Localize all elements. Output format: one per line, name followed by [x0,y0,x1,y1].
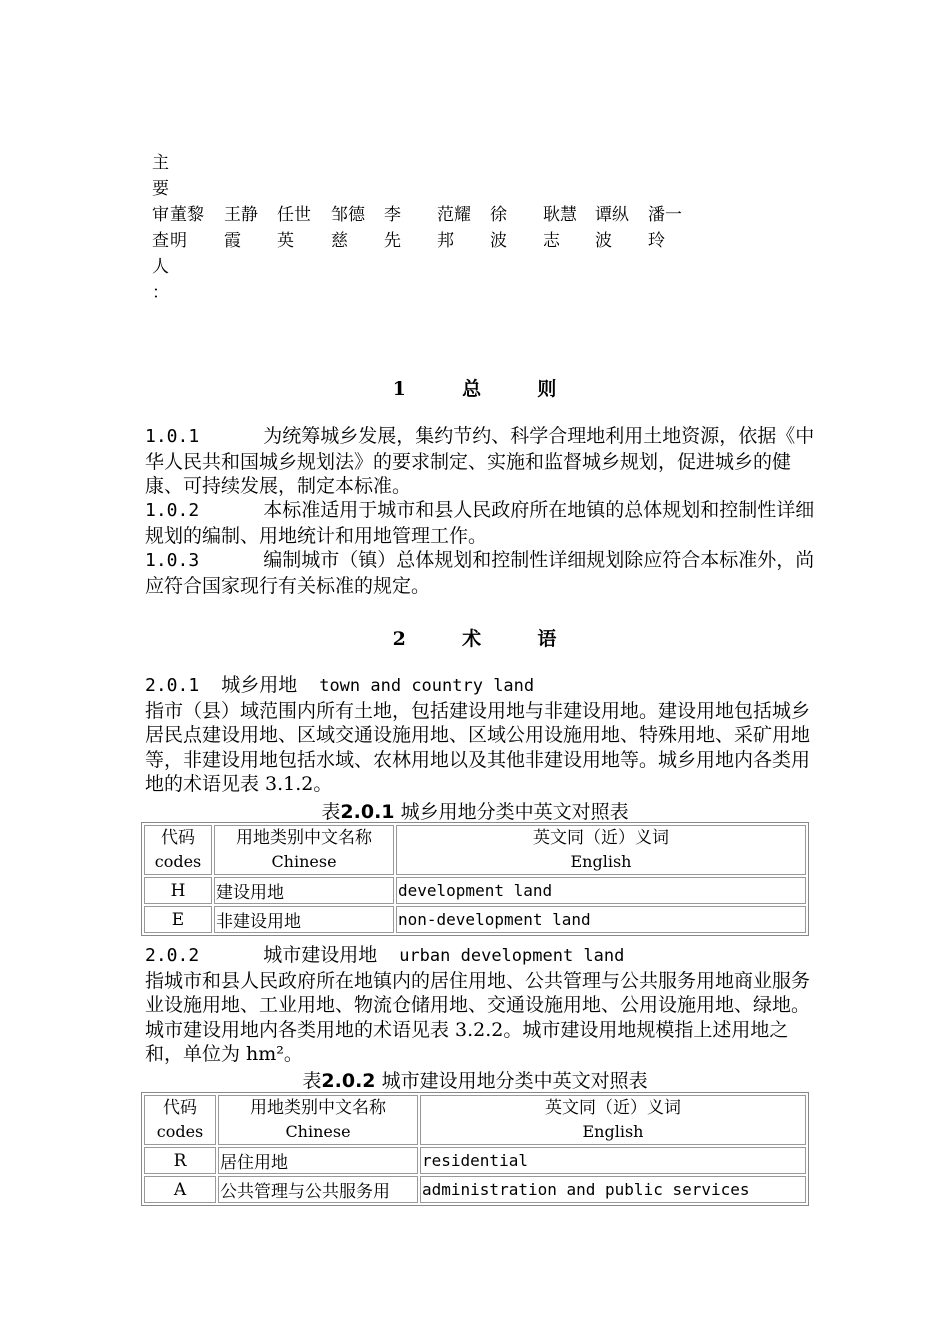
caption-prefix: 表 [302,1070,322,1092]
label-char: 审 [152,205,169,225]
header-english: 英文同（近）义词 English [420,1095,806,1145]
term-heading [145,943,820,969]
clause-1-0-3 [145,548,820,598]
clause-1-0-1 [145,424,820,499]
cell-code: E [144,906,212,933]
table-row [144,906,806,933]
term-zh: 城乡用地 [221,674,298,696]
cell-english: non-development land [396,906,806,933]
reviewer-name: 范耀 邦 [437,205,471,251]
reviewer-name: 潘一 玲 [648,205,682,251]
table-2-0-2-caption [0,1066,950,1093]
caption-number: 2.0.2 [321,1070,376,1092]
term-heading [145,673,820,699]
label-char: 主 [152,153,169,173]
clause-number: 1.0.1 [145,426,200,447]
clause-number: 1.0.2 [145,500,200,521]
cell-chinese: 非建设用地 [214,906,394,933]
clause-1-0-2 [145,498,820,548]
chapter-title-char: 总 [462,378,483,400]
table-row [144,1176,806,1203]
caption-prefix: 表 [321,801,341,823]
table-row [144,1147,806,1174]
reviewer-name: 董黎 明 [170,205,204,251]
caption-text: 城市建设用地分类中英文对照表 [381,1070,648,1092]
chapter-title-char: 则 [537,378,558,400]
reviewer-name: 耿慧 志 [543,205,577,251]
cell-chinese: 建设用地 [214,877,394,904]
table-2-0-2 [141,1092,809,1206]
table-2-0-1-caption [0,797,950,824]
label-char: ： [152,283,169,303]
clause-text: 为统筹城乡发展，集约节约、科学合理地利用土地资源，依据《中华人民共和国城乡规划法》的要求制定、实施和监督城乡规划，促进城乡的健康、可持续发展，制定本标准。 [145,425,815,497]
caption-number: 2.0.1 [340,801,395,823]
reviewer-name: 李 先 [384,205,401,251]
reviewer-name: 谭纵 波 [595,205,629,251]
clause-text: 本标准适用于城市和县人民政府所在地镇的总体规划和控制性详细规划的编制、用地统计和用地管理工作。 [145,499,815,547]
table-header-row [144,825,806,875]
caption-text: 城乡用地分类中英文对照表 [400,801,629,823]
chapter-title-char: 语 [537,628,558,650]
table-row [144,877,806,904]
label-char: 人 [152,257,169,277]
table-header-row [144,1095,806,1145]
cell-english: residential [420,1147,806,1174]
chapter-title-char: 术 [462,628,483,650]
label-char: 要 [152,179,169,199]
cell-english: development land [396,877,806,904]
header-chinese: 用地类别中文名称 Chinese [214,825,394,875]
reviewer-name: 王静 霞 [224,205,258,251]
chapter-2-heading [0,624,950,651]
clause-text: 编制城市（镇）总体规划和控制性详细规划除应符合本标准外，尚应符合国家现行有关标准的规定。 [145,549,815,597]
term-2-0-1 [145,673,820,797]
term-zh: 城市建设用地 [263,944,378,966]
cell-chinese: 公共管理与公共服务用 [218,1176,418,1203]
term-definition: 指城市和县人民政府所在地镇内的居住用地、公共管理与公共服务用地商业服务业设施用地、工业用地、物流仓储用地、交通设施用地、公用设施用地、绿地。城市建设用地内各类用地的术语见表 3.2.2。城市建设用地规模指上述用地之和，单位为 hm²。 [145,969,811,1065]
cell-code: A [144,1176,216,1203]
chapter-number: 2 [392,628,407,650]
chapter-number: 1 [392,378,407,400]
cell-english: administration and public services [420,1176,806,1203]
cell-code: H [144,877,212,904]
header-chinese: 用地类别中文名称 Chinese [218,1095,418,1145]
term-en: town and country land [319,676,535,696]
term-2-0-2 [145,943,820,1067]
clause-number: 1.0.3 [145,550,200,571]
term-number: 2.0.2 [145,945,200,966]
term-number: 2.0.1 [145,675,200,696]
table-2-0-1 [141,822,809,936]
header-code: 代码 codes [144,1095,216,1145]
chapter-1-heading [0,374,950,401]
term-definition: 指市（县）域范围内所有土地，包括建设用地与非建设用地。建设用地包括城乡居民点建设用地、区域交通设施用地、区域公用设施用地、特殊用地、采矿用地等，非建设用地包括水域、农林用地以及其他非建设用地等。城乡用地内各类用地的术语见表 3.1.2。 [145,699,811,795]
header-code: 代码 codes [144,825,212,875]
reviewer-name: 邹德 慈 [331,205,365,251]
reviewer-name: 徐 波 [490,205,507,251]
header-english: 英文同（近）义词 English [396,825,806,875]
label-char: 查 [152,231,169,251]
cell-code: R [144,1147,216,1174]
reviewer-name: 任世 英 [277,205,311,251]
cell-chinese: 居住用地 [218,1147,418,1174]
term-en: urban development land [399,946,625,966]
